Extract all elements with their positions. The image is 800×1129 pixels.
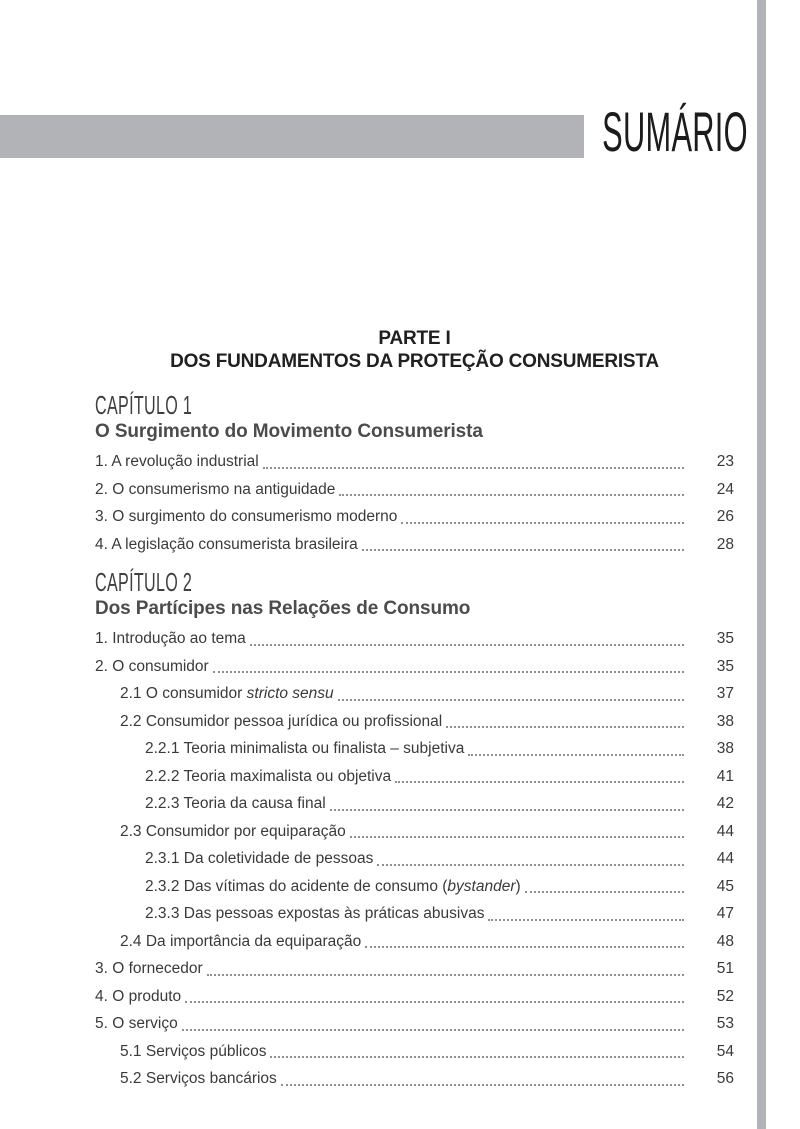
toc-entry-page-number: 42 [716, 795, 734, 812]
dot-leader [185, 1001, 684, 1003]
dot-leader [525, 891, 684, 893]
toc-entry-page-number: 38 [716, 740, 734, 757]
chapter-list [95, 391, 734, 1093]
toc-entry-page-number: 51 [716, 960, 734, 977]
toc-entry [95, 680, 734, 708]
toc-entry [95, 900, 734, 928]
toc-entry-title: 3. O fornecedor [95, 960, 203, 977]
dot-leader [395, 781, 684, 783]
toc-entry [95, 625, 734, 653]
toc-entry-title: 4. A legislação consumerista brasileira [95, 535, 358, 553]
toc-entry [95, 928, 734, 956]
chapter-title: O Surgimento do Movimento Consumerista [95, 421, 483, 442]
dot-leader [377, 864, 684, 866]
toc-entry-page-number: 23 [716, 453, 734, 470]
dot-leader [207, 974, 684, 976]
toc-entry [95, 653, 734, 681]
toc-entry-page-number: 26 [716, 508, 734, 525]
dot-leader [182, 1029, 684, 1031]
toc-entry [95, 531, 734, 559]
toc-entry-page-number: 41 [716, 767, 734, 785]
toc-entry-title: 5.2 Serviços bancários [120, 1070, 277, 1087]
toc-entry-title: 1. Introdução ao tema [95, 630, 246, 647]
toc-entry-page-number: 44 [716, 850, 734, 867]
toc-entry-page-number: 45 [716, 877, 734, 895]
toc-entry-page-number: 48 [716, 932, 734, 950]
toc-entry-title: 2. O consumidor [95, 657, 209, 675]
toc-entry-italic-term: stricto sensu [246, 685, 334, 702]
toc-entry [95, 845, 734, 873]
toc-entry-title: 2.1 O consumidor stricto sensu [120, 685, 334, 702]
dot-leader [213, 671, 684, 673]
toc-content [95, 328, 734, 1093]
toc-entry-title: 2.2.2 Teoria maximalista ou objetiva [145, 767, 392, 785]
part-kicker: PARTE I [378, 328, 451, 349]
dot-leader [330, 809, 684, 811]
part-heading [95, 328, 734, 373]
toc-entry-title: 2.4 Da importância da equiparação [120, 932, 362, 950]
toc-entry-title: 2.3.3 Das pessoas expostas às práticas abusivas [145, 905, 485, 922]
dot-leader [468, 754, 684, 756]
toc-entry-title: 2.2 Consumidor pessoa jurídica ou profissional [120, 712, 443, 730]
toc-entry-page-number: 35 [716, 630, 734, 647]
part-title: DOS FUNDAMENTOS DA PROTEÇÃO CONSUMERISTA [170, 350, 659, 372]
toc-entry-page-number: 56 [716, 1070, 734, 1087]
dot-leader [446, 726, 684, 728]
toc-entry [95, 448, 734, 476]
toc-entry-page-number: 44 [716, 822, 734, 840]
dot-leader [250, 644, 684, 646]
toc-entry-page-number: 54 [716, 1042, 734, 1060]
toc-entry-title: 2.2.1 Teoria minimalista ou finalista – subjetiva [145, 740, 465, 757]
toc-entry-page-number: 53 [716, 1015, 734, 1032]
toc-entry [95, 955, 734, 983]
dot-leader [270, 1056, 684, 1058]
dot-leader [281, 1084, 684, 1086]
chapter-label: CAPÍTULO 2 [95, 567, 193, 597]
toc-entry-title: 2. O consumerismo na antiguidade [95, 480, 336, 498]
page-title: SUMÁRIO [602, 100, 748, 163]
toc-entry-page-number: 37 [716, 685, 734, 702]
toc-entry-title: 2.2.3 Teoria da causa final [145, 795, 326, 812]
chapter-label: CAPÍTULO 1 [95, 390, 193, 420]
chapter-title: Dos Partícipes nas Relações de Consumo [95, 598, 471, 619]
toc-entry-page-number: 52 [716, 987, 734, 1005]
toc-entry-title: 1. A revolução industrial [95, 453, 259, 470]
toc-entry-title: 5. O serviço [95, 1015, 178, 1032]
toc-entry [95, 1065, 734, 1093]
dot-leader [488, 919, 684, 921]
dot-leader [365, 946, 684, 948]
toc-entry-page-number: 47 [716, 905, 734, 922]
dot-leader [263, 467, 684, 469]
toc-entry [95, 873, 734, 901]
toc-entry [95, 476, 734, 504]
toc-entry-title: 5.1 Serviços públicos [120, 1042, 267, 1060]
toc-entry-title: 2.3.2 Das vítimas do acidente de consumo (bystander) [145, 877, 521, 895]
dot-leader [338, 699, 684, 701]
toc-entry [95, 1038, 734, 1066]
dot-leader [401, 522, 684, 524]
right-edge-bar [757, 0, 766, 1129]
toc-entry [95, 1010, 734, 1038]
toc-entry-page-number: 24 [716, 480, 734, 498]
toc-entry-page-number: 35 [716, 657, 734, 675]
chapter-block [95, 568, 734, 1093]
toc-entry [95, 708, 734, 736]
toc-entry [95, 983, 734, 1011]
dot-leader [350, 836, 684, 838]
dot-leader [362, 549, 684, 551]
dot-leader [339, 494, 684, 496]
header-gray-bar [0, 115, 584, 158]
toc-entry-title: 2.3 Consumidor por equiparação [120, 822, 346, 840]
chapter-block [95, 391, 734, 558]
toc-entry-title: 4. O produto [95, 987, 182, 1005]
toc-entry [95, 503, 734, 531]
toc-entry [95, 763, 734, 791]
toc-entry [95, 735, 734, 763]
toc-entry-page-number: 28 [716, 535, 734, 553]
toc-entry-page-number: 38 [716, 712, 734, 730]
toc-entry [95, 818, 734, 846]
toc-entry [95, 790, 734, 818]
toc-entry-title: 3. O surgimento do consumerismo moderno [95, 508, 398, 525]
toc-entry-title: 2.3.1 Da coletividade de pessoas [145, 850, 374, 867]
toc-entry-italic-term: bystander [447, 877, 516, 895]
